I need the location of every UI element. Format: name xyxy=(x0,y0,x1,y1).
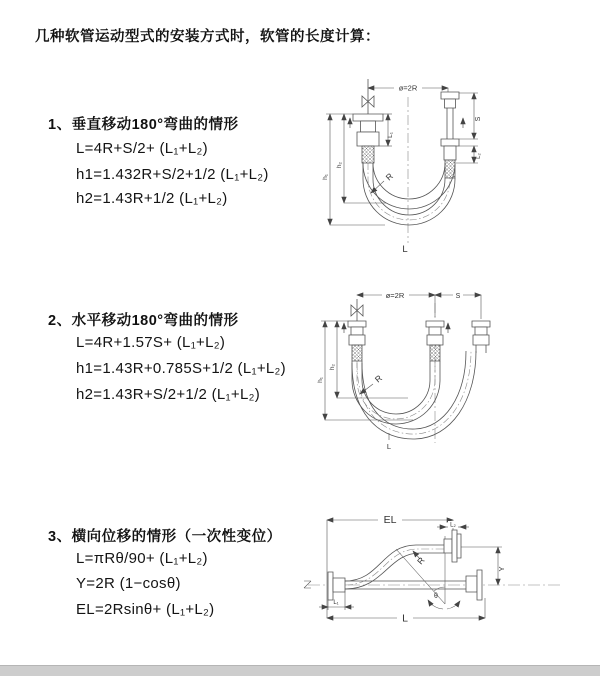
formula-1-h2: h2=1.43R+1/2 (L₁+L₂) xyxy=(76,190,228,207)
formula-2-h1: h1=1.43R+0.785S+1/2 (L₁+L₂) xyxy=(76,360,286,377)
d2-dim-top-label: ø=2R xyxy=(385,291,405,300)
d3-angle-label: θ xyxy=(434,593,438,600)
d3-length-label: L xyxy=(402,612,408,625)
d1-dim-l1-label: L₁ xyxy=(387,132,394,138)
d3-dim-l2-label: L₂ xyxy=(450,522,456,529)
d1-length-label: L xyxy=(402,244,408,255)
d3-dim-y-label: Y xyxy=(497,566,506,572)
d2-dim-h1-label: h₁ xyxy=(317,377,324,383)
d1-dim-h2-label: h₂ xyxy=(336,161,343,169)
section-2-heading: 2、水平移动180°弯曲的情形 xyxy=(48,313,239,329)
d3-dim-el-label: EL xyxy=(383,514,397,526)
d2-dim-h2-label: h₂ xyxy=(329,363,336,371)
formula-1-h1: h1=1.432R+S/2+1/2 (L₁+L₂) xyxy=(76,166,269,183)
page-bottom-edge xyxy=(0,665,600,676)
d1-linework xyxy=(326,79,478,243)
section-1-heading: 1、垂直移动180°弯曲的情形 xyxy=(48,117,239,133)
d3-linework xyxy=(304,520,562,618)
section-3-heading: 3、横向位移的情形（一次性变位） xyxy=(48,529,282,545)
d1-dim-s-label: S xyxy=(475,116,482,122)
page-title: 几种软管运动型式的安装方式时，软管的长度计算： xyxy=(35,29,380,45)
d3-dim-l1-label: L₁ xyxy=(333,600,339,606)
d1-dim-h1-label: h₁ xyxy=(322,174,329,180)
d1-radius-label: R xyxy=(383,170,395,183)
d2-labels xyxy=(317,291,463,452)
d3-radius-label: R xyxy=(415,555,427,567)
d3-labels xyxy=(333,514,506,625)
formula-1-l: L=4R+S/2+ (L₁+L₂) xyxy=(76,140,208,157)
d2-linework xyxy=(321,295,490,443)
formula-2-l: L=4R+1.57S+ (L₁+L₂) xyxy=(76,334,226,351)
diagram-lateral-displacement xyxy=(300,503,600,655)
diagram-horizontal-180-bend xyxy=(313,283,600,455)
d1-dim-top-label: ø=2R xyxy=(398,83,418,93)
d1-dim-l2-label: L₂ xyxy=(476,153,482,159)
d1-labels xyxy=(322,83,482,255)
diagram-vertical-180-bend xyxy=(300,75,590,260)
d2-dim-s-label: S xyxy=(455,293,461,300)
formula-2-h2: h2=1.43R+S/2+1/2 (L₁+L₂) xyxy=(76,386,261,403)
formula-3-l: L=πRθ/90+ (L₁+L₂) xyxy=(76,550,208,567)
formula-3-el: EL=2Rsinθ+ (L₁+L₂) xyxy=(76,601,215,618)
formula-3-y: Y=2R (1−cosθ) xyxy=(76,575,181,592)
d2-radius-label: R xyxy=(372,372,384,385)
d2-length-label: L xyxy=(386,442,392,451)
